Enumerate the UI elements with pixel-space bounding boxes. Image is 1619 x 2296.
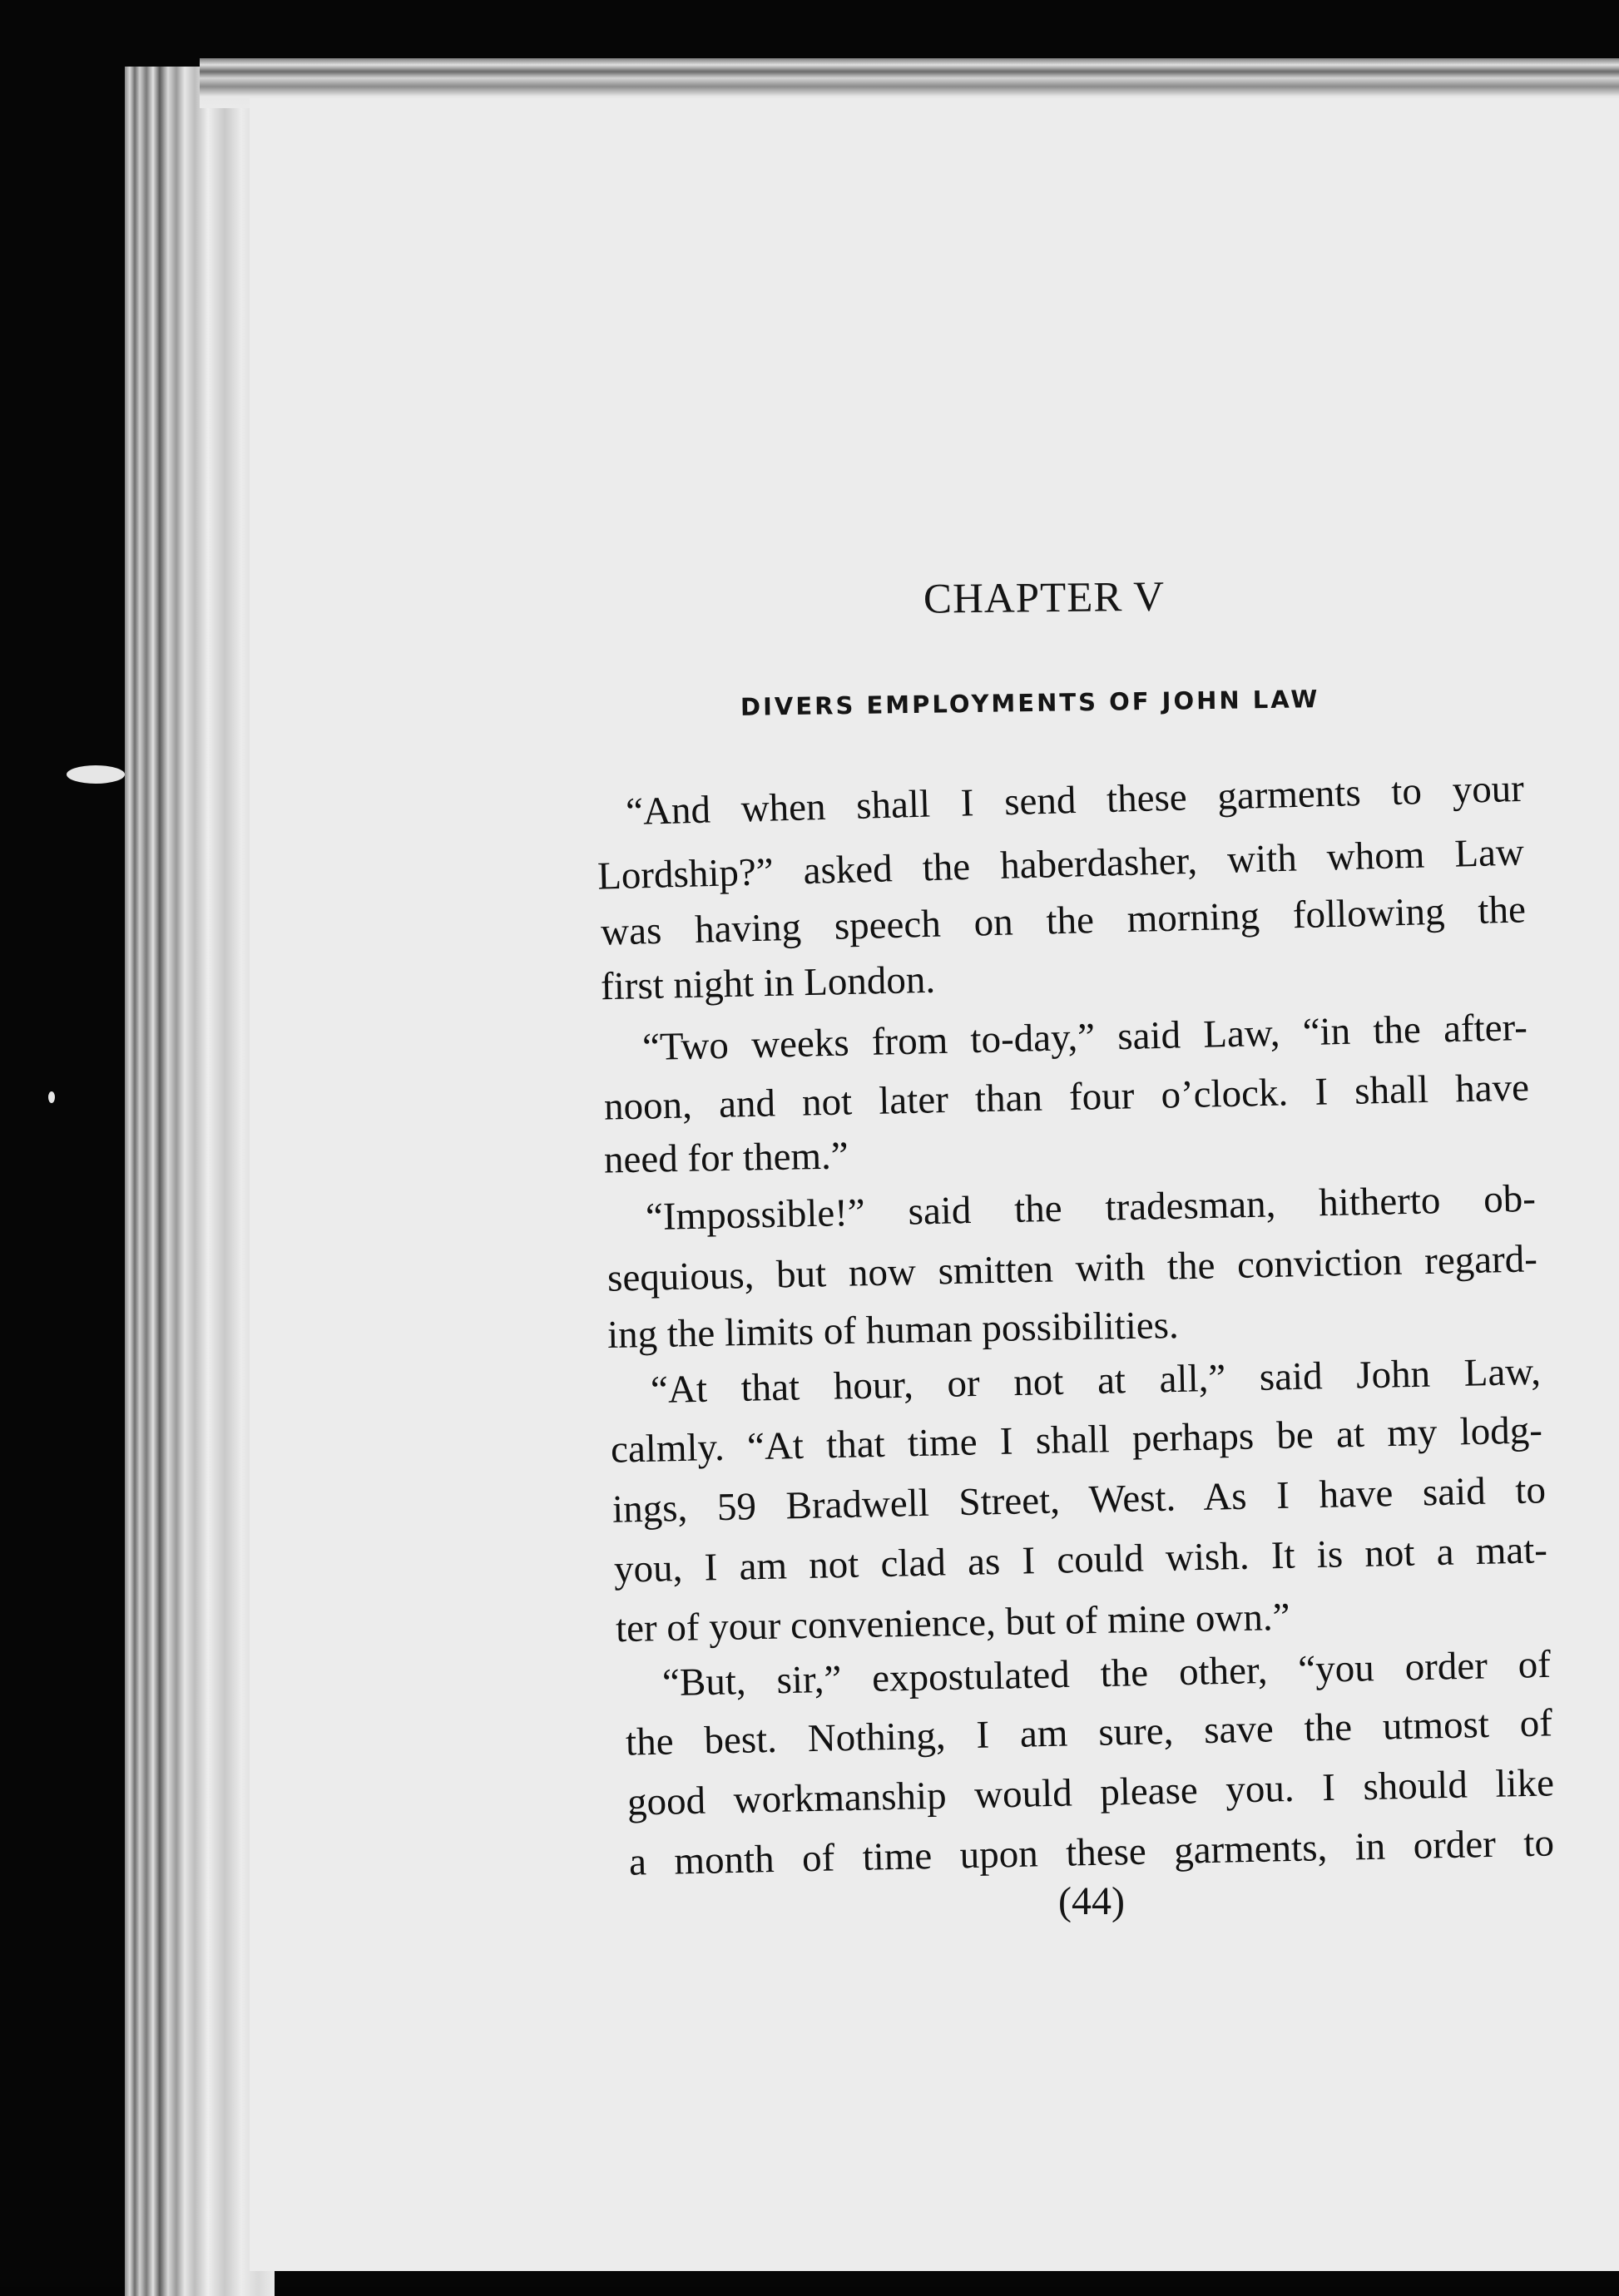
chapter-title: CHAPTER V: [923, 573, 1166, 623]
text-line: “Two weeks from to-day,” said Law, “in the after-: [641, 1005, 1528, 1070]
text-line: first night in London.: [600, 957, 936, 1009]
text-line: noon, and not later than four o’clock. I shall have: [603, 1066, 1530, 1129]
page-number: (44): [1058, 1879, 1125, 1923]
text-line: “And when shall I send these garments to your: [625, 766, 1525, 834]
text-line: need for them.”: [603, 1134, 849, 1182]
text-line: “Impossible!” said the tradesman, hitherto ob-: [645, 1176, 1537, 1240]
text-line: “But, sir,” expostulated the other, “you order of: [661, 1642, 1552, 1705]
chapter-subtitle: DIVERS EMPLOYMENTS OF JOHN LAW: [740, 685, 1320, 721]
text-line: ings, 59 Bradwell Street, West. As I have said to: [611, 1468, 1547, 1531]
scan-speck: [67, 765, 125, 784]
text-line: the best. Nothing, I am sure, save the utmost of: [625, 1701, 1553, 1764]
text-line: good workmanship would please you. I should like: [626, 1761, 1555, 1824]
scan-speck: [48, 1091, 55, 1103]
text-line: you, I am not clad as I could wish. It is not a mat-: [613, 1528, 1548, 1591]
text-line: ter of your convenience, but of mine own.”: [615, 1595, 1290, 1651]
text-line: Lordship?” asked the haberdasher, with whom Law: [597, 830, 1525, 898]
text-line: a month of time upon these garments, in order to: [628, 1821, 1555, 1884]
text-line: was having speech on the morning following the: [600, 888, 1527, 954]
text-line: ing the limits of human possibilities.: [607, 1304, 1180, 1357]
text-line: “At that hour, or not at all,” said John Law,: [650, 1349, 1542, 1413]
text-line: sequious, but now smitten with the conviction regard-: [607, 1237, 1538, 1300]
text-line: calmly. “At that time I shall perhaps be at my lodg-: [610, 1408, 1543, 1472]
